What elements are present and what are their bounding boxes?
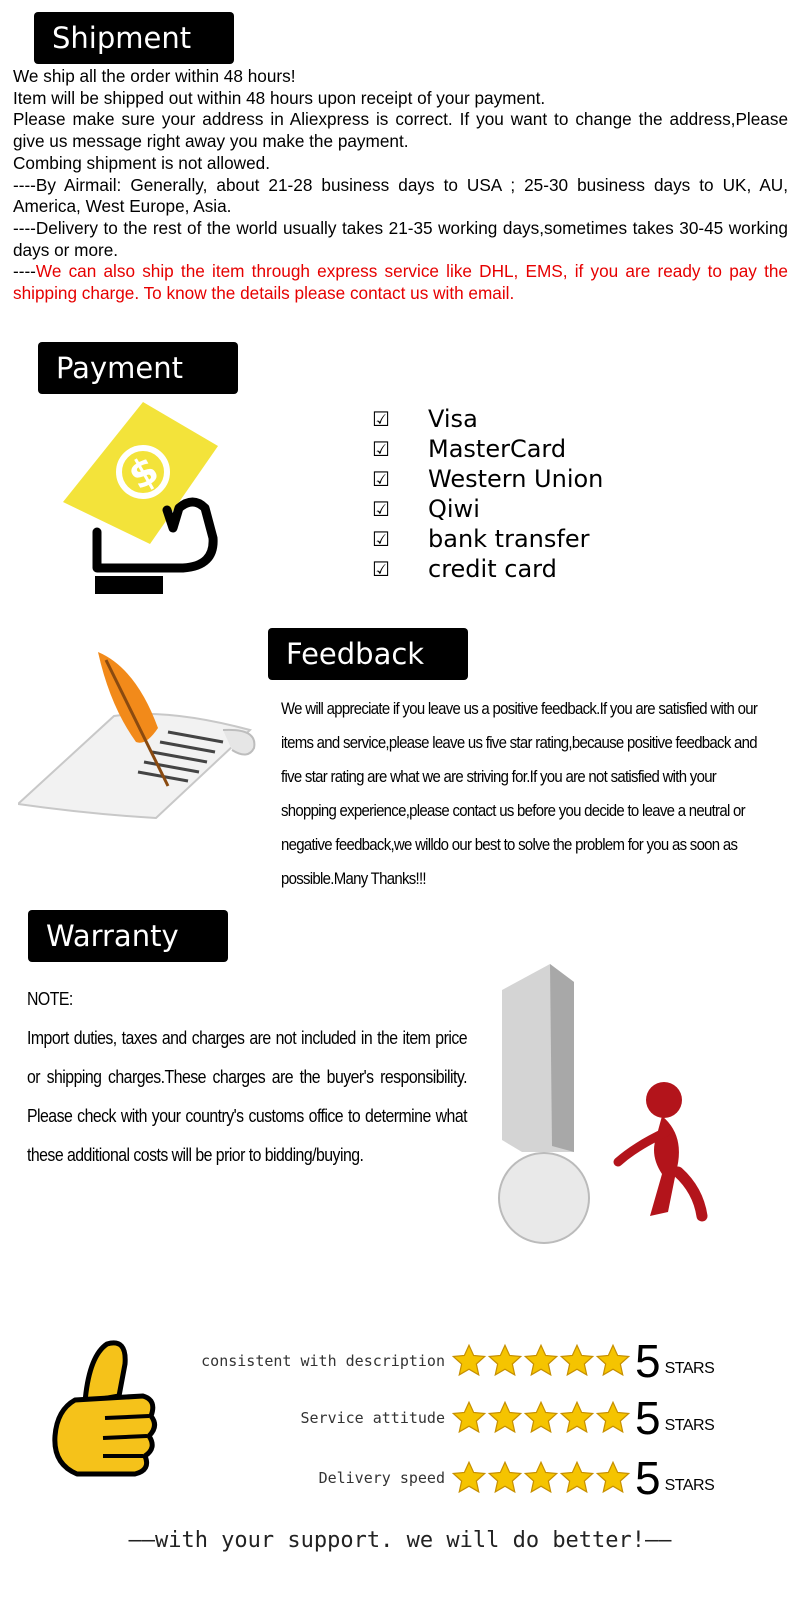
payment-method-label: Visa	[428, 405, 478, 433]
shipment-text	[13, 66, 788, 305]
rating-row	[150, 1453, 714, 1503]
payment-hand-icon	[55, 400, 225, 600]
hand-cuff	[95, 576, 163, 594]
payment-heading: Payment	[38, 342, 238, 394]
figure-head	[646, 1082, 682, 1118]
payment-method-item	[372, 554, 603, 584]
star-icon	[559, 1343, 595, 1379]
payment-methods	[372, 404, 603, 584]
star-icon	[487, 1460, 523, 1496]
rating-label: Service attitude	[300, 1409, 445, 1427]
warranty-body: Import duties, taxes and charges are not included in the item price or shipping charges.These charges are the buyer's responsibility. Please check with your country's customs office to determine what these additional costs will be prior to bidding/buying.	[27, 1028, 467, 1165]
star-icon	[523, 1343, 559, 1379]
star-icon	[595, 1343, 631, 1379]
checkbox-icon: ☑	[372, 557, 390, 581]
rating-row	[150, 1393, 714, 1443]
exclamation-dot	[499, 1153, 589, 1243]
feedback-text: We will appreciate if you leave us a positive feedback.If you are satisfied with our items and service,please leave us five star rating,because positive feedback and five star rating are what we are striving for.If you are not satisfied with your shopping experience,please contact us before you decide to leave a neutral or negative feedback,we willdo our best to solve the problem for you as soon as possible.Many Thanks!!!	[281, 699, 758, 888]
warranty-heading: Warranty	[28, 910, 228, 962]
exclamation-bar-shade	[550, 964, 574, 1152]
checkbox-icon: ☑	[372, 527, 390, 551]
rating-label: consistent with description	[201, 1352, 445, 1370]
payment-method-item	[372, 524, 603, 554]
ship-line: ----Delivery to the rest of the world usually takes 21-35 working days,sometimes takes 30-45 working days or more.	[13, 217, 788, 260]
checkbox-icon: ☑	[372, 437, 390, 461]
ship-line: Combing shipment is not allowed.	[13, 152, 270, 173]
checkbox-icon: ☑	[372, 407, 390, 431]
payment-method-label: MasterCard	[428, 435, 567, 463]
star-icon	[487, 1343, 523, 1379]
payment-method-item	[372, 494, 603, 524]
star-icon	[451, 1400, 487, 1436]
rating-count: 5	[635, 1392, 661, 1444]
payment-method-label: credit card	[428, 555, 557, 583]
warranty-text	[27, 980, 467, 1175]
payment-method-label: bank transfer	[428, 525, 590, 553]
rating-count: 5	[635, 1452, 661, 1504]
star-icon	[451, 1343, 487, 1379]
ship-line-express	[13, 261, 788, 304]
feedback-heading: Feedback	[268, 628, 468, 680]
quill-paper-icon	[18, 646, 273, 826]
star-icon	[595, 1400, 631, 1436]
payment-method-item	[372, 434, 603, 464]
star-rating	[451, 1400, 631, 1436]
figure-leg	[678, 1172, 702, 1216]
payment-method-item	[372, 464, 603, 494]
star-icon	[559, 1400, 595, 1436]
footer-slogan: ——with your support. we will do better!——	[128, 1528, 672, 1553]
rating-count: 5	[635, 1335, 661, 1387]
payment-method-item	[372, 404, 603, 434]
ship-line: Item will be shipped out within 48 hours upon receipt of your payment.	[13, 87, 546, 108]
rating-unit: STARS	[664, 1360, 715, 1377]
star-icon	[451, 1460, 487, 1496]
payment-method-label: Western Union	[428, 465, 604, 493]
checkbox-icon: ☑	[372, 497, 390, 521]
thumbs-up-icon	[45, 1336, 160, 1486]
star-icon	[523, 1460, 559, 1496]
star-icon	[559, 1460, 595, 1496]
payment-method-label: Qiwi	[428, 495, 480, 523]
ship-prefix: ----	[13, 261, 36, 282]
warranty-note-label: NOTE:	[27, 989, 73, 1009]
star-rating	[451, 1343, 631, 1379]
exclamation-figure-icon	[490, 950, 790, 1250]
star-rating	[451, 1460, 631, 1496]
rating-label: Delivery speed	[318, 1469, 445, 1487]
express-note: We can also ship the item through express service like DHL, EMS, if you are ready to pay the shipping charge. To know the details please contact us with email.	[13, 261, 788, 304]
checkbox-icon: ☑	[372, 467, 390, 491]
rating-unit: STARS	[664, 1417, 715, 1434]
star-icon	[523, 1400, 559, 1436]
ship-line: Please make sure your address in Aliexpress is correct. If you want to change the address,Please give us message right away you make the payment.	[13, 109, 788, 152]
ship-line: We ship all the order within 48 hours!	[13, 66, 296, 86]
dollar-sign: $	[121, 447, 166, 499]
rating-unit: STARS	[664, 1477, 715, 1494]
ship-line: ----By Airmail: Generally, about 21-28 business days to USA ; 25-30 business days to UK, AU, America, West Europe, Asia.	[13, 174, 788, 217]
star-icon	[487, 1400, 523, 1436]
rating-row	[150, 1336, 714, 1386]
thumb	[85, 1343, 125, 1402]
star-icon	[595, 1460, 631, 1496]
shipment-heading: Shipment	[34, 12, 234, 64]
